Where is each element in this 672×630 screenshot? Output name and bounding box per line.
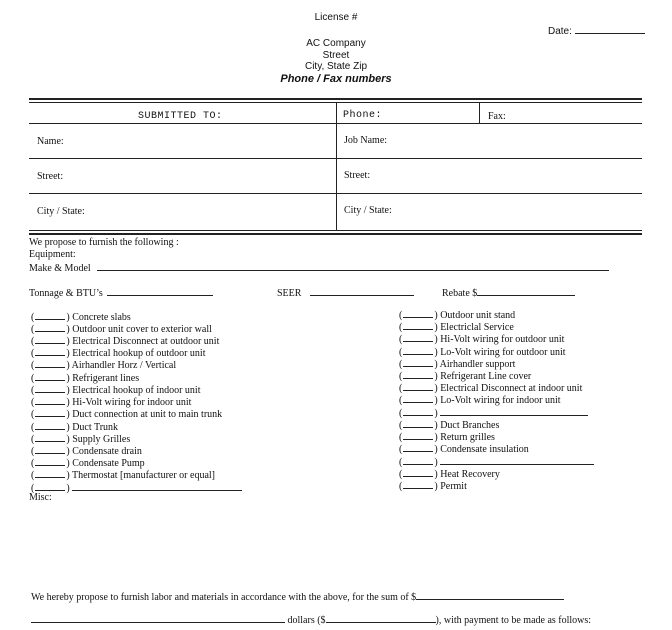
- item-label: Airhandler Horz / Vertical: [71, 360, 177, 371]
- item-label: Refrigerant Line cover: [440, 371, 532, 382]
- seer-line[interactable]: [310, 286, 414, 296]
- check-blank[interactable]: [35, 395, 65, 405]
- paren-open: (: [31, 312, 35, 323]
- paren-open: (: [399, 395, 403, 406]
- item-label: Supply Grilles: [72, 434, 131, 445]
- check-blank[interactable]: [403, 455, 433, 465]
- license-number: License #: [314, 12, 358, 23]
- paren-close: ): [66, 446, 73, 457]
- paren-open: (: [399, 432, 403, 443]
- check-blank[interactable]: [403, 308, 433, 318]
- item-label: Lo-Volt wiring for indoor unit: [440, 395, 561, 406]
- check-blank[interactable]: [35, 407, 65, 417]
- table-top-rule: [29, 98, 642, 100]
- make-model-line[interactable]: [97, 261, 609, 271]
- check-blank[interactable]: [35, 456, 65, 466]
- item-label: Concrete slabs: [72, 312, 131, 323]
- paren-close: ): [66, 324, 73, 335]
- check-blank[interactable]: [403, 381, 433, 391]
- dollars-words-line[interactable]: [31, 613, 285, 623]
- paren-open: (: [31, 458, 35, 469]
- item-label: Outdoor unit stand: [440, 310, 516, 321]
- custom-item-line[interactable]: [440, 455, 594, 465]
- name-label[interactable]: Name:: [37, 136, 64, 147]
- check-blank[interactable]: [403, 357, 433, 367]
- paren-close: ): [66, 483, 73, 494]
- check-blank[interactable]: [403, 418, 433, 428]
- make-model-label: Make & Model: [29, 263, 91, 274]
- check-blank[interactable]: [35, 322, 65, 332]
- check-blank[interactable]: [35, 358, 65, 368]
- item-label: Refrigerant lines: [72, 373, 140, 384]
- paren-open: (: [31, 385, 35, 396]
- check-blank[interactable]: [403, 393, 433, 403]
- paren-close: ): [434, 322, 441, 333]
- paren-open: (: [399, 383, 403, 394]
- paren-open: (: [399, 334, 403, 345]
- paren-open: (: [399, 408, 403, 419]
- job-name-label[interactable]: Job Name:: [344, 135, 388, 146]
- paren-open: (: [399, 359, 403, 370]
- date-line[interactable]: [575, 24, 645, 34]
- paren-close: ): [66, 397, 73, 408]
- custom-item-line[interactable]: [440, 406, 588, 416]
- check-blank[interactable]: [35, 383, 65, 393]
- item-label: Electrical hookup of indoor unit: [72, 385, 201, 396]
- check-blank[interactable]: [35, 481, 65, 491]
- check-blank[interactable]: [35, 310, 65, 320]
- item-label: Return grilles: [440, 432, 495, 443]
- paren-open: (: [31, 324, 35, 335]
- paren-close: ): [434, 420, 441, 431]
- check-blank[interactable]: [403, 369, 433, 379]
- check-blank[interactable]: [403, 467, 433, 477]
- seer-label: SEER: [277, 288, 302, 299]
- paren-close: ): [434, 481, 441, 492]
- item-label: Condensate Pump: [72, 458, 145, 469]
- tonnage-label: Tonnage & BTU’s: [29, 288, 103, 299]
- misc-label: Misc:: [29, 492, 52, 503]
- city-state-left-label[interactable]: City / State:: [37, 206, 85, 217]
- row1-divider: [336, 103, 337, 123]
- paren-close: ): [66, 409, 73, 420]
- company-name: AC Company: [306, 38, 366, 49]
- make-model-field[interactable]: [29, 261, 609, 275]
- paren-close: ): [66, 373, 73, 384]
- item-label: Thermostat [manufacturer or equal]: [72, 470, 215, 481]
- paren-open: (: [399, 481, 403, 492]
- paren-close: ): [434, 395, 441, 406]
- item-label: Heat Recovery: [440, 469, 500, 480]
- check-blank[interactable]: [35, 468, 65, 478]
- hereby-text: We hereby propose to furnish labor and materials in accordance with the above, for the sum of $: [31, 592, 417, 603]
- paren-close: ): [434, 432, 441, 443]
- date-label: Date:: [548, 26, 572, 37]
- tonnage-line[interactable]: [107, 286, 213, 296]
- rebate-label: Rebate $: [442, 288, 478, 299]
- paren-close: ): [434, 347, 441, 358]
- paren-close: ): [66, 385, 73, 396]
- equipment-label: Equipment:: [29, 249, 76, 260]
- check-blank[interactable]: [403, 345, 433, 355]
- paren-close: ): [434, 457, 441, 468]
- item-label: Permit: [440, 481, 467, 492]
- item-label: Duct connection at unit to main trunk: [72, 409, 223, 420]
- paren-open: (: [31, 422, 35, 433]
- paren-close: ): [434, 383, 441, 394]
- paren-close: ): [66, 348, 73, 359]
- payment-text: ), with payment to be made as follows:: [435, 615, 592, 626]
- tonnage-field[interactable]: [29, 286, 213, 300]
- paren-open: (: [399, 310, 403, 321]
- paren-open: (: [31, 434, 35, 445]
- paren-close: ): [434, 334, 441, 345]
- sum-line[interactable]: [416, 590, 564, 600]
- item-label: Lo-Volt wiring for outdoor unit: [440, 347, 566, 358]
- seer-field[interactable]: [277, 286, 414, 300]
- check-blank[interactable]: [403, 479, 433, 489]
- paren-open: (: [31, 373, 35, 384]
- custom-item-line[interactable]: [72, 481, 242, 491]
- paren-close: ): [66, 360, 72, 371]
- paren-close: ): [66, 336, 73, 347]
- street-left-label[interactable]: Street:: [37, 171, 64, 182]
- table-bottom-rule-inner: [29, 233, 642, 235]
- paren-close: ): [66, 470, 72, 481]
- check-blank[interactable]: [35, 420, 65, 430]
- city-state-right-label[interactable]: City / State:: [344, 205, 392, 216]
- submitted-to-label: SUBMITTED TO:: [138, 111, 223, 122]
- paren-close: ): [434, 444, 441, 455]
- item-label: Hi-Volt wiring for indoor unit: [72, 397, 192, 408]
- item-label: Duct Trunk: [72, 422, 119, 433]
- fax-label[interactable]: Fax:: [488, 111, 506, 122]
- item-label: Hi-Volt wiring for outdoor unit: [440, 334, 565, 345]
- item-label: Airhandler support: [439, 359, 516, 370]
- paren-open: (: [399, 347, 403, 358]
- company-city: City, State Zip: [304, 61, 368, 72]
- rebate-field[interactable]: [442, 286, 575, 300]
- checklist-item-blank[interactable]: [31, 481, 242, 495]
- paren-open: (: [399, 444, 403, 455]
- check-blank[interactable]: [35, 371, 65, 381]
- paren-open: (: [31, 470, 35, 481]
- paren-open: (: [31, 446, 35, 457]
- row1-divider-fax: [479, 103, 480, 123]
- paren-close: ): [434, 371, 441, 382]
- check-blank[interactable]: [403, 320, 433, 330]
- paren-close: ): [434, 408, 441, 419]
- item-label: Electrical Disconnect at indoor unit: [440, 383, 583, 394]
- checklist-item[interactable]: [399, 479, 467, 493]
- date-field[interactable]: [548, 24, 645, 37]
- item-label: Electrical Disconnect at outdoor unit: [72, 336, 220, 347]
- paren-open: (: [399, 420, 403, 431]
- company-phone-fax: Phone / Fax numbers: [280, 73, 392, 85]
- paren-close: ): [66, 422, 73, 433]
- dollars-label: dollars ($: [287, 615, 326, 626]
- paren-open: (: [31, 348, 35, 359]
- item-label: Condensate insulation: [440, 444, 529, 455]
- paren-open: (: [399, 469, 403, 480]
- paren-open: (: [31, 360, 35, 371]
- paren-open: (: [399, 457, 403, 468]
- paren-close: ): [434, 359, 440, 370]
- item-label: Electrical hookup of outdoor unit: [72, 348, 206, 359]
- check-blank[interactable]: [403, 332, 433, 342]
- dollars-field[interactable]: [31, 613, 591, 627]
- paren-open: (: [31, 483, 35, 494]
- paren-close: ): [434, 310, 441, 321]
- phone-label[interactable]: Phone:: [343, 110, 383, 121]
- table-center-divider: [336, 124, 337, 230]
- item-label: Duct Branches: [440, 420, 500, 431]
- check-blank[interactable]: [35, 432, 65, 442]
- dollars-amount-line[interactable]: [326, 613, 436, 623]
- sum-field[interactable]: [31, 590, 564, 604]
- paren-open: (: [31, 336, 35, 347]
- paren-close: ): [66, 458, 73, 469]
- paren-close: ): [434, 469, 441, 480]
- item-label: Condensate drain: [72, 446, 142, 457]
- proposal-intro: We propose to furnish the following :: [29, 237, 179, 248]
- company-street: Street: [322, 50, 350, 61]
- paren-close: ): [66, 312, 73, 323]
- paren-open: (: [31, 397, 35, 408]
- check-blank[interactable]: [35, 346, 65, 356]
- table-bottom-rule: [29, 230, 642, 231]
- check-blank[interactable]: [35, 444, 65, 454]
- item-label: Outdoor unit cover to exterior wall: [72, 324, 212, 335]
- rebate-line[interactable]: [477, 286, 575, 296]
- item-label: Electriclal Service: [440, 322, 514, 333]
- check-blank[interactable]: [403, 406, 433, 416]
- paren-open: (: [399, 322, 403, 333]
- check-blank[interactable]: [35, 334, 65, 344]
- check-blank[interactable]: [403, 442, 433, 452]
- paren-open: (: [31, 409, 35, 420]
- street-right-label[interactable]: Street:: [344, 170, 371, 181]
- paren-close: ): [66, 434, 73, 445]
- check-blank[interactable]: [403, 430, 433, 440]
- paren-open: (: [399, 371, 403, 382]
